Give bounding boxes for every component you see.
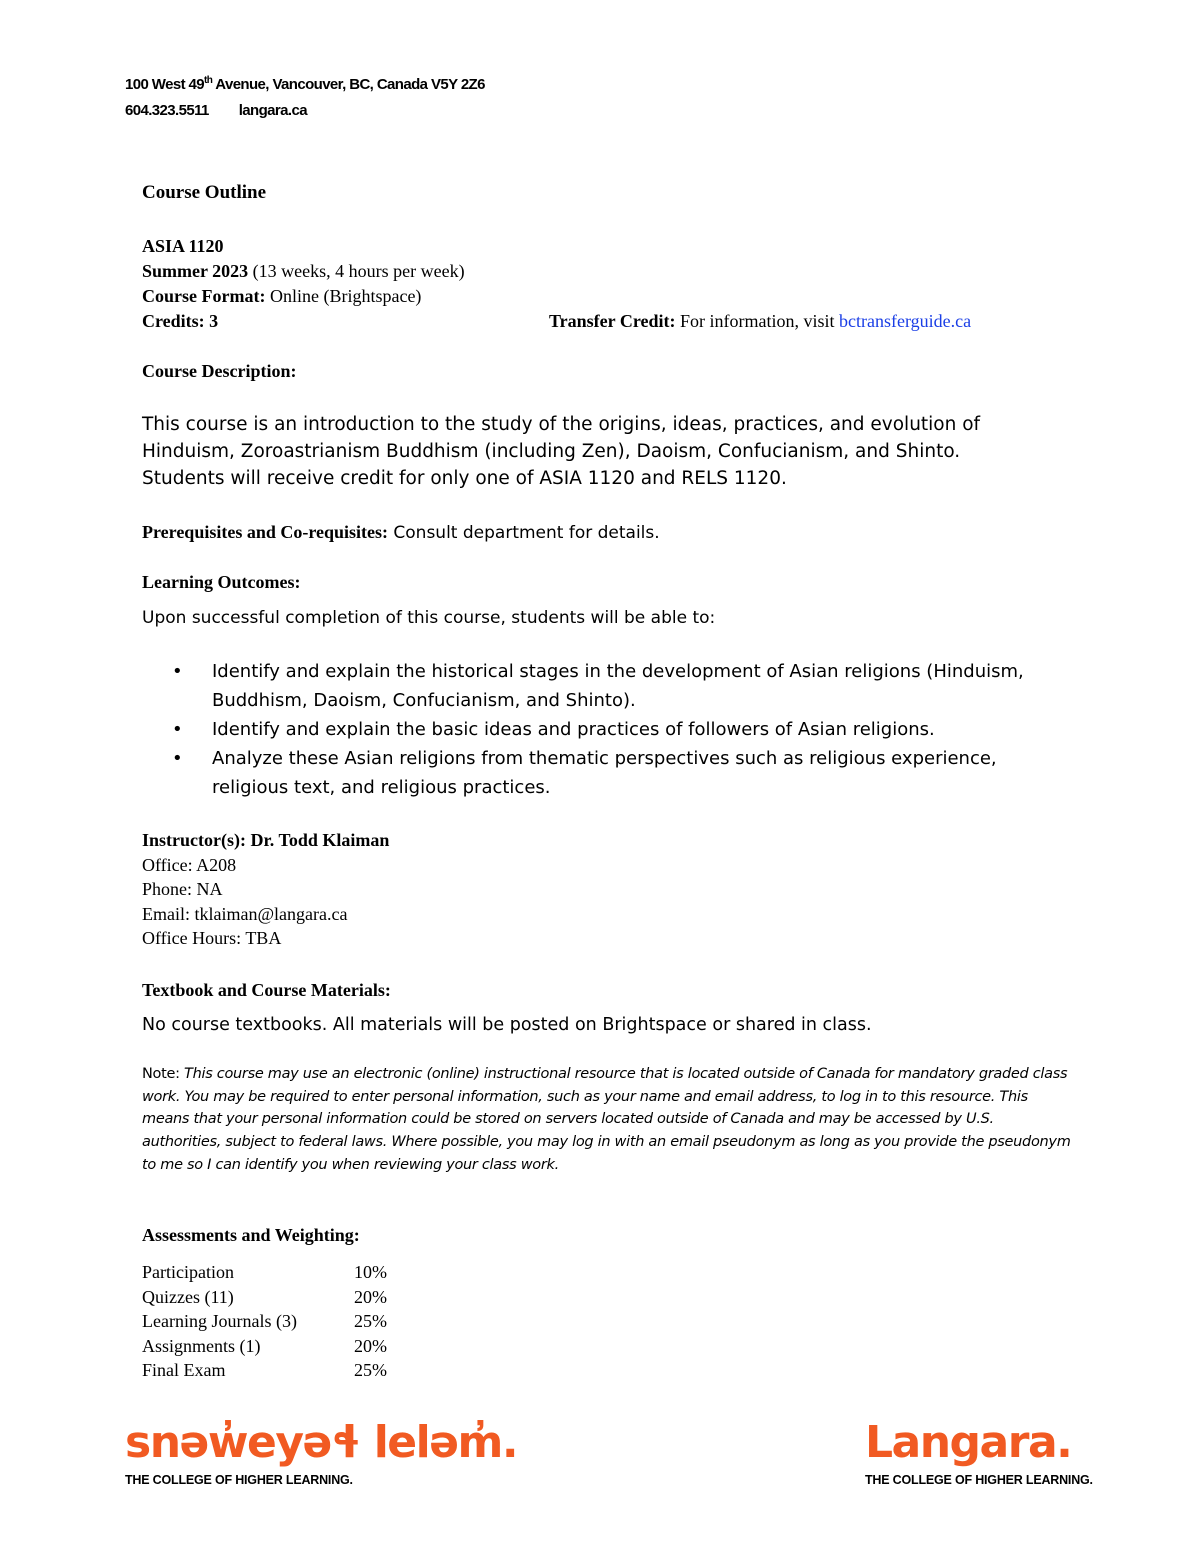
outcome-text: Identify and explain the basic ideas and practices of followers of Asian religions. [212, 719, 935, 740]
instructor-phone: Phone: NA [142, 879, 223, 899]
langara-logo [865, 1415, 1093, 1487]
bullet-icon: • [172, 661, 183, 682]
assessment-weight: 20% [354, 1335, 387, 1356]
list-item [142, 657, 1062, 715]
contact-line [125, 98, 485, 124]
indigenous-name-logo [125, 1415, 517, 1487]
instructor-office: Office: A208 [142, 854, 237, 875]
format-label: Course Format: [142, 286, 266, 306]
assessment-weight: 10% [354, 1262, 387, 1282]
privacy-note [142, 1063, 1072, 1177]
address-text-rest: Avenue, Vancouver, BC, Canada V5Y 2Z6 [212, 76, 485, 93]
transfer-text: For information, visit [675, 311, 839, 331]
note-label: Note: [142, 1066, 185, 1082]
instructor-info [142, 828, 389, 951]
logo-tagline: THE COLLEGE OF HIGHER LEARNING. [865, 1473, 1093, 1487]
credits-label: Credits: 3 [142, 311, 219, 331]
note-text: This course may use an electronic (online) instructional resource that is located outside of Canada for mandatory graded class work. You may be required to enter personal information, such as your name and email address, to log in to this resource. This means that your personal information could be stored on servers located outside of Canada and may be accessed by U.S. authorities, subject to federal laws. Where possible, you may log in with an email pseudonym as long as you provide the pseudonym to me so I can identify you when reviewing your class work. [142, 1066, 1071, 1173]
logo-tagline: THE COLLEGE OF HIGHER LEARNING. [125, 1473, 353, 1487]
term-detail: (13 weeks, 4 hours per week) [248, 261, 465, 281]
course-code: ASIA 1120 [142, 236, 224, 256]
prerequisites [142, 520, 660, 546]
table-row [142, 1358, 387, 1383]
assessment-name: Quizzes (11) [142, 1286, 234, 1307]
page-title: Course Outline [142, 182, 267, 203]
course-term [142, 259, 1072, 284]
table-row [142, 1309, 387, 1334]
materials-text: No course textbooks. All materials will be posted on Brightspace or shared in class. [142, 1015, 872, 1035]
assessment-name: Learning Journals (3) [142, 1311, 297, 1331]
logo-wordmark: snəw̓eyəɬ leləm̓. [125, 1417, 518, 1468]
term-label: Summer 2023 [142, 261, 249, 281]
assessment-name: Assignments (1) [142, 1335, 261, 1356]
outcomes-heading: Learning Outcomes: [142, 572, 301, 592]
credits-row [142, 309, 1072, 334]
address-superscript: th [204, 75, 213, 86]
logo-wordmark: Langara. [865, 1417, 1072, 1468]
college-address-header [125, 68, 485, 124]
outcomes-list [142, 657, 1062, 802]
list-item [142, 715, 1062, 744]
format-value: Online (Brightspace) [265, 286, 422, 306]
instructor-email: Email: tklaiman@langara.ca [142, 903, 348, 924]
instructor-heading: Instructor(s): Dr. Todd Klaiman [142, 830, 390, 850]
description-text: This course is an introduction to the study of the origins, ideas, practices, and evolution of Hinduism, Zoroastrianism Buddhism (including Zen), Daoism, Confucianism, and Shinto. Students will receive credit for only one of ASIA 1120 and RELS 1120. [142, 414, 981, 489]
assessment-name: Participation [142, 1262, 234, 1282]
outcome-text: Identify and explain the historical stages in the development of Asian religions (Hinduism, Buddhism, Daoism, Confucianism, and Shinto). [212, 661, 1024, 711]
transfer-label: Transfer Credit: [549, 311, 676, 331]
address-text: 100 West 49 [125, 76, 205, 93]
course-info [142, 234, 1072, 334]
assessment-name: Final Exam [142, 1360, 226, 1380]
transfer-credit [549, 309, 971, 334]
assessments-table [142, 1260, 387, 1383]
table-row [142, 1260, 387, 1285]
list-item [142, 744, 1062, 802]
prereq-label: Prerequisites and Co-requisites: [142, 522, 388, 542]
bctransferguide-link[interactable]: bctransferguide.ca [838, 311, 972, 331]
bullet-icon: • [172, 748, 183, 769]
table-row [142, 1334, 387, 1359]
outcome-text: Analyze these Asian religions from thematic perspectives such as religious experience, religious text, and religious practices. [212, 748, 997, 798]
address-line [125, 68, 485, 98]
outcomes-intro: Upon successful completion of this course, students will be able to: [142, 608, 716, 628]
instructor-hours: Office Hours: TBA [142, 928, 282, 948]
website-link[interactable]: langara.ca [238, 102, 307, 119]
prereq-value: Consult department for details. [388, 523, 660, 543]
course-format [142, 284, 1072, 309]
assessment-weight: 20% [354, 1286, 387, 1307]
assessments-heading: Assessments and Weighting: [142, 1225, 360, 1245]
table-row [142, 1285, 387, 1310]
phone-number: 604.323.5511 [125, 102, 209, 119]
bullet-icon: • [172, 719, 183, 740]
assessment-weight: 25% [354, 1311, 387, 1331]
description-heading: Course Description: [142, 361, 297, 381]
assessment-weight: 25% [354, 1360, 387, 1380]
materials-heading: Textbook and Course Materials: [142, 980, 391, 1000]
